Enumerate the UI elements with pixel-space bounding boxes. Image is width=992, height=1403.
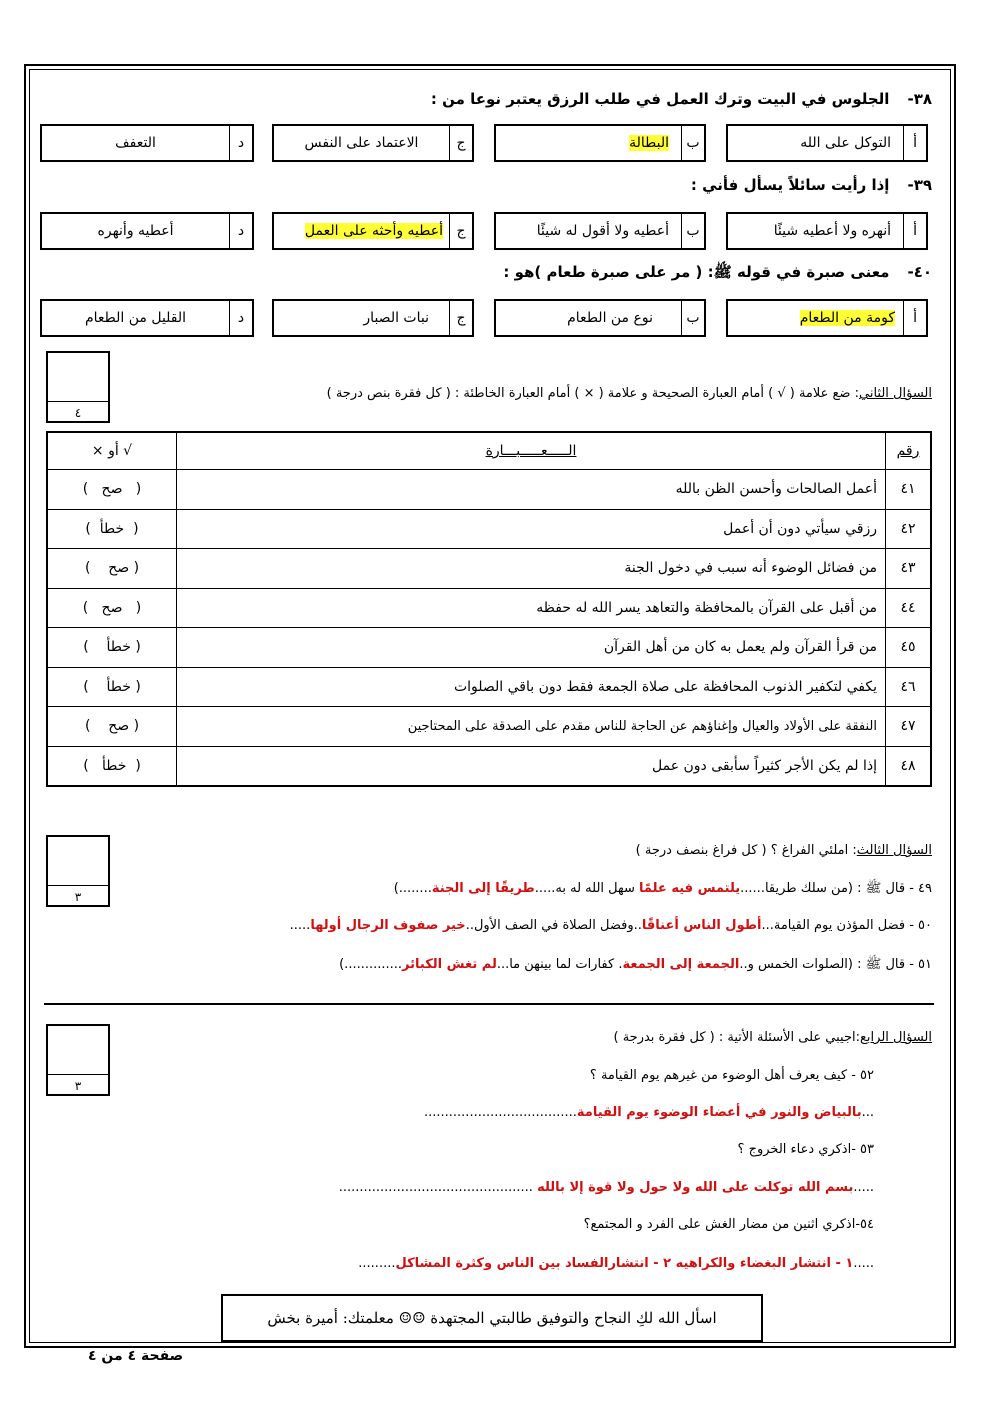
row-answer[interactable]: ( صح ) <box>47 588 177 628</box>
question-38-text: الجلوس في البيت وترك العمل في طلب الرزق يعتبر نوعا من : <box>430 90 890 108</box>
q40-option-d[interactable] <box>40 299 254 337</box>
option-text: نبات الصبار <box>363 310 429 326</box>
table-header-row <box>47 432 931 470</box>
table-row <box>47 707 931 747</box>
answer-53: .....بسم الله توكلت على الله ولا حول ولا قوة إلا بالله ............................................... <box>338 1180 874 1195</box>
question-39-number: ٣٩- <box>907 176 932 194</box>
row-statement: إذا لم يكن الأجر كثيراً سأبقى دون عمل <box>177 746 886 786</box>
option-letter: أ <box>903 126 926 160</box>
row-answer[interactable]: ( صح ) <box>47 470 177 510</box>
option-letter: د <box>229 301 252 335</box>
true-false-table <box>46 431 932 787</box>
table-row <box>47 470 931 510</box>
option-letter: ب <box>681 214 704 248</box>
answer-text: خير صفوف الرجال أولها <box>310 918 466 933</box>
q38-option-d[interactable] <box>40 124 254 162</box>
question-39 <box>691 176 932 194</box>
q38-option-c[interactable] <box>272 124 474 162</box>
page-number: صفحة ٤ من ٤ <box>88 1348 184 1364</box>
option-letter: أ <box>903 214 926 248</box>
option-letter: ب <box>681 126 704 160</box>
row-statement: النفقة على الأولاد والعيال وإغناؤهم عن الحاجة للناس مقدم على الصدقة على المحتاجين <box>177 707 886 747</box>
answer-text: أطول الناس أعناقًا <box>641 918 762 933</box>
option-text: أعطيه ولا أقول له شيئًا <box>536 223 669 239</box>
answer-text: لم تغش الكبائر <box>402 957 497 972</box>
section-2-label: السؤال الثاني <box>859 386 932 401</box>
option-text-highlighted: البطالة <box>629 135 669 151</box>
answer-text: بسم الله توكلت على الله ولا حول ولا قوة إلا بالله <box>537 1180 854 1195</box>
row-answer[interactable]: ( صح ) <box>47 707 177 747</box>
col-header-statement: الـــــعـــــبـــارة <box>177 432 886 470</box>
row-statement: أعمل الصالحات وأحسن الظن بالله <box>177 470 886 510</box>
option-text: الاعتماد على النفس <box>304 135 419 151</box>
row-answer[interactable]: ( خطأ ) <box>47 509 177 549</box>
row-number: ٤٢ <box>886 509 932 549</box>
row-statement: من قرأ القرآن ولم يعمل به كان من أهل القرآن <box>177 628 886 668</box>
q40-option-a[interactable] <box>726 299 928 337</box>
q38-option-a[interactable] <box>726 124 928 162</box>
question-39-text: إذا رأيت سائلاً يسأل فأني : <box>690 176 890 194</box>
section-3-label: السؤال الثالث <box>856 843 932 858</box>
option-letter: د <box>229 214 252 248</box>
answer-text: طريقًا إلى الجنة <box>431 881 535 896</box>
row-number: ٤٨ <box>886 746 932 786</box>
option-text: أعطيه وأنهره <box>97 223 174 239</box>
section-4-score-box <box>46 1024 110 1096</box>
row-answer[interactable]: ( خطأ ) <box>47 667 177 707</box>
answer-52: ...بالبياض والنور في أعضاء الوضوء يوم القيامة..................................... <box>423 1105 874 1120</box>
q39-option-d[interactable] <box>40 212 254 250</box>
option-text-highlighted: أعطيه وأحثه على العمل <box>304 223 443 239</box>
option-letter: د <box>229 126 252 160</box>
row-statement: يكفي لتكفير الذنوب المحافظة على صلاة الجمعة فقط دون باقي الصلوات <box>177 667 886 707</box>
row-number: ٤٦ <box>886 667 932 707</box>
table-row <box>47 549 931 589</box>
fill-blank-51: ٥١ - قال ﷺ : (الصلوات الخمس و..الجمعة إلى الجمعة. كفارات لما بينهن ما...لم تغش الكبائر..............) <box>339 957 932 972</box>
section-2-instructions: : ضع علامة ( √ ) أمام العبارة الصحيحة و علامة ( × ) أمام العبارة الخاطئة : ( كل فقرة بنص درجة ) <box>326 386 859 401</box>
question-54: ٥٤-اذكري اثنين من مضار الغش على الفرد و المجتمع؟ <box>583 1217 874 1232</box>
answer-text: ١ - انتشار البغضاء والكراهيه ٢ - انتشارالفساد بين الناس وكثرة المشاكل <box>395 1256 854 1271</box>
answer-text: الجمعة إلى الجمعة <box>622 957 740 972</box>
col-header-answer: √ أو × <box>47 432 177 470</box>
question-40-number: ٤٠- <box>907 263 932 281</box>
section-4-title <box>614 1030 933 1045</box>
fill-blank-49: ٤٩ - قال ﷺ : (من سلك طريقا......يلتمس فيه علمًا سهل الله له به.....طريقًا إلى الجنة........) <box>393 881 932 896</box>
answer-text: بالبياض والنور في أعضاء الوضوء يوم القيامة <box>576 1105 862 1120</box>
option-letter: ب <box>681 301 704 335</box>
row-number: ٤٤ <box>886 588 932 628</box>
teacher-message: اسأل الله لكِ النجاح والتوفيق طالبتي المجتهدة ☺☺ معلمتك: أميرة بخش <box>221 1294 763 1342</box>
table-row <box>47 628 931 668</box>
option-text: نوع من الطعام <box>567 310 653 326</box>
row-number: ٤٧ <box>886 707 932 747</box>
table-row <box>47 746 931 786</box>
option-letter: ج <box>449 126 472 160</box>
question-38-number: ٣٨- <box>907 90 932 108</box>
question-53: ٥٣ -اذكري دعاء الخروج ؟ <box>737 1142 874 1157</box>
section-2-score: ٤ <box>74 406 82 420</box>
table-row <box>47 588 931 628</box>
answer-54: .....١ - انتشار البغضاء والكراهيه ٢ - انتشارالفساد بين الناس وكثرة المشاكل......... <box>358 1256 874 1271</box>
q39-option-b[interactable] <box>494 212 706 250</box>
option-letter: ج <box>449 214 472 248</box>
q39-option-c[interactable] <box>272 212 474 250</box>
row-statement: من فضائل الوضوء أنه سبب في دخول الجنة <box>177 549 886 589</box>
q38-option-b[interactable] <box>494 124 706 162</box>
row-number: ٤١ <box>886 470 932 510</box>
row-answer[interactable]: ( صح ) <box>47 549 177 589</box>
row-statement: من أقبل على القرآن بالمحافظة والتعاهد يسر الله له حفظه <box>177 588 886 628</box>
option-text: القليل من الطعام <box>84 310 187 326</box>
question-40-text: معنى صبرة في قوله ﷺ: ( مر على صبرة طعام )هو : <box>503 263 890 281</box>
section-4-score: ٣ <box>74 1079 82 1093</box>
option-text: التعفف <box>115 135 156 151</box>
q39-option-a[interactable] <box>726 212 928 250</box>
section-divider <box>44 1003 934 1005</box>
section-4-instructions: :اجيبي على الأسئلة الأتية : ( كل فقرة بدرجة ) <box>613 1030 861 1045</box>
row-answer[interactable]: ( خطأ ) <box>47 746 177 786</box>
answer-text: يلتمس فيه علمًا <box>639 881 741 896</box>
section-3-score: ٣ <box>74 890 82 904</box>
row-answer[interactable]: ( خطأ ) <box>47 628 177 668</box>
section-2-title <box>327 386 932 401</box>
col-header-number: رقم <box>886 432 932 470</box>
row-number: ٤٥ <box>886 628 932 668</box>
table-row <box>47 667 931 707</box>
option-text: التوكل على الله <box>800 135 891 151</box>
row-statement: رزقي سيأتي دون أن أعمل <box>177 509 886 549</box>
option-letter: ج <box>449 301 472 335</box>
question-38 <box>431 90 932 108</box>
option-letter: أ <box>903 301 926 335</box>
table-row <box>47 509 931 549</box>
fill-blank-50: ٥٠ - فضل المؤذن يوم القيامة...أطول الناس أعناقًا..وفضل الصلاة في الصف الأول..خير صفوف الرجال أولها..... <box>289 918 932 933</box>
q40-option-b[interactable] <box>494 299 706 337</box>
section-3-score-box <box>46 835 110 907</box>
row-number: ٤٣ <box>886 549 932 589</box>
section-2-score-box <box>46 351 110 423</box>
section-3-instructions: : املئي الفراغ ؟ ( كل فراغ بنصف درجة ) <box>635 843 857 858</box>
question-40 <box>503 263 932 285</box>
question-52: ٥٢ - كيف يعرف أهل الوضوء من غيرهم يوم القيامة ؟ <box>589 1068 874 1083</box>
option-text: أنهره ولا أعطيه شيئًا <box>773 223 891 239</box>
section-4-label: السؤال الرابع <box>860 1030 932 1045</box>
option-text-highlighted: كومة من الطعام <box>799 310 895 326</box>
q40-option-c[interactable] <box>272 299 474 337</box>
section-3-title <box>636 843 932 858</box>
